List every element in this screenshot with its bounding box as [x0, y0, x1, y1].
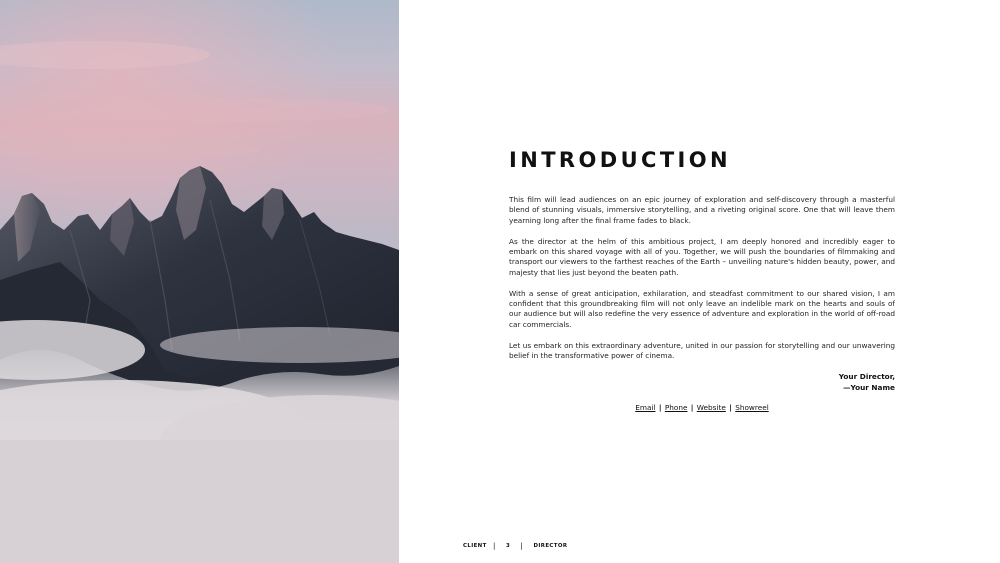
phone-link[interactable]: Phone — [664, 403, 688, 412]
signature — [509, 372, 895, 393]
footer-separator: | — [492, 542, 496, 550]
signature-line-role: Your Director, — [838, 372, 895, 381]
page-footer — [463, 542, 567, 550]
footer-separator: | — [520, 542, 524, 550]
page-title: INTRODUCTION — [509, 148, 731, 172]
separator: | — [658, 403, 662, 412]
contact-links — [509, 403, 895, 413]
footer-client: CLIENT — [463, 543, 487, 549]
separator: | — [690, 403, 694, 412]
intro-body — [509, 195, 895, 372]
paragraph: This film will lead audiences on an epic journey of exploration and self-discovery through a masterful blend of stunning visuals, immersive storytelling, and a riveting original score. One that will leave them yearning long after the final frame fades to black. — [509, 195, 895, 225]
footer-page-number: 3 — [506, 543, 511, 549]
paragraph: Let us embark on this extraordinary adventure, united in our passion for storytelling and our unwavering belief in the transformative power of cinema. — [509, 340, 895, 361]
separator: | — [729, 403, 732, 412]
mountain-photo — [0, 0, 399, 563]
footer-director: DIRECTOR — [533, 543, 568, 549]
showreel-link[interactable]: Showreel — [735, 403, 769, 412]
mountain-illustration — [0, 0, 399, 563]
website-link[interactable]: Website — [696, 403, 726, 412]
paragraph: With a sense of great anticipation, exhilaration, and steadfast commitment to our shared vision, I am confident that this groundbreaking film will not only leave an indelible mark on the hearts and souls of our audience but will also redefine the very essence of adventure and exploration in the world of off-road car commercials. — [509, 288, 895, 329]
signature-line-name: —Your Name — [843, 382, 895, 392]
paragraph: As the director at the helm of this ambitious project, I am deeply honored and incredibly eager to embark on this shared voyage with all of you. Together, we will push the boundaries of filmmaking and transport our viewers to the farthest reaches of the Earth – unveiling nature's hidden beauty, power, and majesty that lies just beyond the beaten path. — [509, 236, 895, 277]
email-link[interactable]: Email — [635, 403, 656, 412]
